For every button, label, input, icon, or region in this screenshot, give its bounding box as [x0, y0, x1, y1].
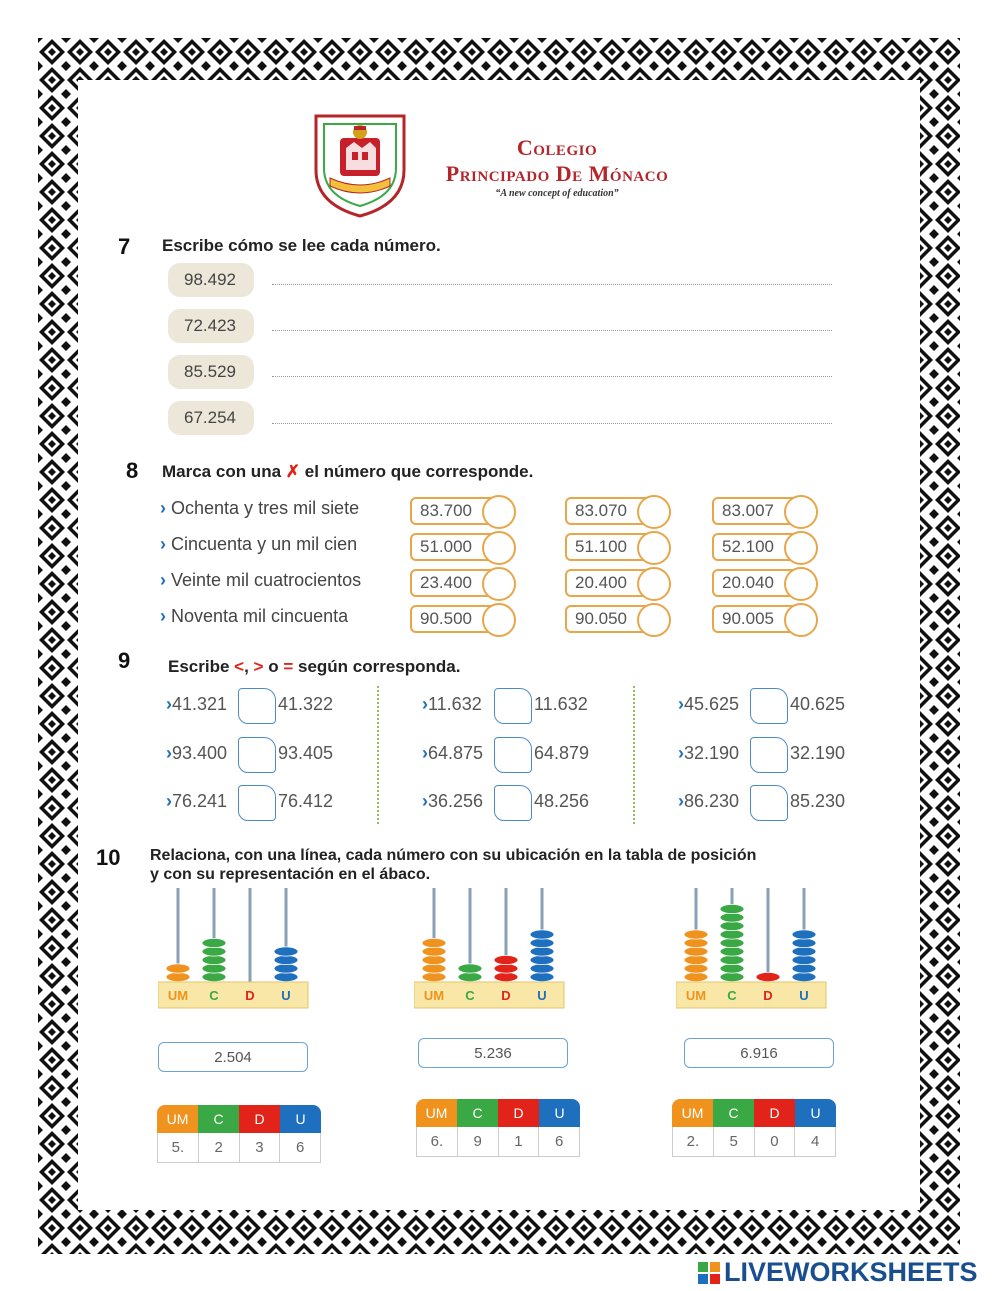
ex8-row-label-2 — [160, 534, 357, 555]
ex9-answer-box[interactable] — [750, 737, 788, 773]
abacus-label: UM — [685, 988, 707, 1003]
ex9-left-text: 11.632 — [428, 694, 482, 714]
position-table-values — [416, 1127, 580, 1157]
ex9-right-value: 76.412 — [278, 791, 334, 811]
school-name-line1: Colegio — [516, 135, 598, 160]
header-c: C — [457, 1099, 498, 1127]
ex9-right-value: 64.879 — [534, 743, 590, 763]
abacus-rod — [767, 888, 770, 984]
ex9-right-value: 93.405 — [278, 743, 334, 763]
exercise-8-number: 8 — [126, 458, 139, 483]
ex8-row-label-1 — [160, 498, 359, 519]
chevron-right-icon: › — [160, 534, 166, 554]
value-c: 5 — [714, 1127, 755, 1156]
ex8-option-circle[interactable] — [637, 567, 671, 601]
value-c: 2 — [199, 1133, 240, 1162]
ex8-option-circle[interactable] — [482, 495, 516, 529]
ex7-answer-line-3[interactable] — [272, 376, 832, 377]
abacus-bead — [720, 930, 744, 939]
ex8-row-label-4 — [160, 606, 348, 627]
school-name-line2: Principado De Mónaco — [445, 161, 669, 186]
abacus-bead — [684, 964, 708, 973]
abacus-bead — [530, 930, 554, 939]
abacus-2[interactable] — [414, 886, 566, 1012]
ex8-option-circle[interactable] — [784, 495, 818, 529]
liveworksheets-logo-icon — [698, 1262, 720, 1284]
ex7-number-tag-1: 98.492 — [168, 263, 254, 297]
ex9-left-value — [422, 743, 483, 764]
ex10-number-pill-1[interactable]: 2.504 — [158, 1042, 308, 1072]
abacus-bead — [166, 972, 190, 981]
chevron-right-icon: › — [166, 694, 172, 714]
exercise-10-title — [150, 846, 756, 884]
ex8-option-circle[interactable] — [784, 567, 818, 601]
ex10-title-line1: Relaciona, con una línea, cada número con su ubicación en la tabla de posición — [150, 847, 757, 864]
abacus-bead — [530, 955, 554, 964]
value-u: 4 — [795, 1127, 836, 1156]
chevron-right-icon: › — [166, 743, 172, 763]
abacus-label: C — [727, 988, 737, 1003]
ex8-option-circle[interactable] — [637, 603, 671, 637]
abacus-bead — [494, 955, 518, 964]
value-c: 9 — [458, 1127, 499, 1156]
ex9-title-part: según corresponda. — [293, 657, 461, 676]
header-d: D — [498, 1099, 539, 1127]
ex8-option[interactable] — [712, 497, 816, 525]
abacus-label: D — [501, 988, 511, 1003]
abacus-rod — [249, 888, 252, 984]
abacus-label: C — [209, 988, 219, 1003]
abacus-1[interactable] — [158, 886, 310, 1012]
abacus-bead — [494, 964, 518, 973]
value-u: 6 — [539, 1127, 580, 1156]
ex8-option[interactable] — [410, 569, 514, 597]
chevron-right-icon: › — [678, 791, 684, 811]
abacus-bead — [274, 955, 298, 964]
ex9-title-part: Escribe — [168, 657, 235, 676]
exercise-9-number: 9 — [118, 648, 131, 673]
chevron-right-icon: › — [160, 606, 166, 626]
liveworksheets-logo — [698, 1257, 978, 1288]
abacus-bead — [684, 930, 708, 939]
ex8-option-value: 23.400 — [420, 573, 472, 592]
abacus-bead — [720, 964, 744, 973]
ex7-number-tag-3: 85.529 — [168, 355, 254, 389]
ex8-option[interactable] — [410, 533, 514, 561]
ex8-option-value: 20.040 — [722, 573, 774, 592]
abacus-bead — [720, 972, 744, 981]
ex8-option[interactable] — [712, 605, 816, 633]
ex8-option-value: 90.005 — [722, 609, 774, 628]
header-d: D — [239, 1105, 280, 1133]
ex10-position-table-2[interactable] — [416, 1099, 580, 1157]
ex8-option-circle[interactable] — [482, 567, 516, 601]
ex8-row-label-3 — [160, 570, 361, 591]
ex9-left-value — [422, 694, 482, 715]
abacus-bead — [720, 904, 744, 913]
exercise-9-title — [168, 657, 460, 677]
ex8-row-text: Noventa mil cincuenta — [171, 606, 349, 626]
abacus-bead — [720, 913, 744, 922]
ex10-position-table-3[interactable] — [672, 1099, 836, 1157]
chevron-right-icon: › — [678, 743, 684, 763]
ex8-option-circle[interactable] — [784, 531, 818, 565]
ex9-answer-box[interactable] — [494, 737, 532, 773]
ex7-number-tag-4: 67.254 — [168, 401, 254, 435]
ex7-answer-line-1[interactable] — [272, 284, 832, 285]
ex9-left-text: 32.190 — [684, 743, 740, 763]
ex8-option[interactable] — [712, 533, 816, 561]
ex9-title-part: o — [263, 657, 284, 676]
ex9-left-text: 45.625 — [684, 694, 740, 714]
abacus-bead — [792, 930, 816, 939]
chevron-right-icon: › — [160, 570, 166, 590]
ex8-title-part: Marca con una — [162, 462, 286, 481]
ex8-row-text: Cincuenta y un mil cien — [171, 534, 358, 554]
school-name-block — [412, 135, 702, 199]
abacus-bead — [792, 972, 816, 981]
header-u: U — [795, 1099, 836, 1127]
abacus-label: D — [245, 988, 255, 1003]
abacus-label: D — [763, 988, 773, 1003]
ex9-title-symbol: = — [283, 657, 294, 676]
ex9-right-value: 40.625 — [790, 694, 846, 714]
header-u: U — [539, 1099, 580, 1127]
ex9-left-text: 36.256 — [428, 791, 484, 811]
position-table-values — [157, 1133, 321, 1163]
abacus-bead — [530, 938, 554, 947]
abacus-bead — [792, 947, 816, 956]
abacus-bead — [530, 947, 554, 956]
ex8-option[interactable] — [410, 497, 514, 525]
ex8-option-value: 52.100 — [722, 537, 774, 556]
abacus-bead — [792, 938, 816, 947]
chevron-right-icon: › — [678, 694, 684, 714]
ex9-title-part: , — [244, 657, 254, 676]
ex8-option-circle[interactable] — [637, 495, 671, 529]
abacus-bead — [422, 964, 446, 973]
value-um: 6. — [417, 1127, 458, 1156]
abacus-bead — [422, 955, 446, 964]
ex8-option[interactable] — [712, 569, 816, 597]
ex8-option[interactable] — [565, 605, 669, 633]
ex9-left-value — [166, 791, 227, 812]
abacus-bead — [274, 964, 298, 973]
ex9-left-value — [678, 743, 739, 764]
ex9-answer-box[interactable] — [494, 785, 532, 821]
ex10-title-line2: y con su representación en el ábaco. — [150, 866, 431, 883]
position-table-header — [157, 1105, 321, 1133]
abacus-label: U — [281, 988, 291, 1003]
header-um: UM — [416, 1099, 457, 1127]
abacus-label: U — [799, 988, 809, 1003]
abacus-label: UM — [423, 988, 445, 1003]
ex8-option-value: 90.500 — [420, 609, 472, 628]
ex9-left-text: 41.321 — [172, 694, 228, 714]
header-um: UM — [672, 1099, 713, 1127]
abacus-bead — [720, 921, 744, 930]
header-d: D — [754, 1099, 795, 1127]
ex8-option-circle[interactable] — [482, 531, 516, 565]
ex7-answer-line-2[interactable] — [272, 330, 832, 331]
ex9-left-value — [422, 791, 483, 812]
abacus-bead — [166, 964, 190, 973]
school-crest-icon — [310, 108, 410, 220]
ex9-right-value: 32.190 — [790, 743, 846, 763]
abacus-bead — [530, 972, 554, 981]
abacus-bead — [792, 955, 816, 964]
ex10-position-table-1[interactable] — [157, 1105, 321, 1163]
abacus-bead — [494, 972, 518, 981]
ex9-left-value — [166, 743, 227, 764]
ex8-option-value: 51.000 — [420, 537, 472, 556]
ex9-title-symbol: > — [253, 657, 264, 676]
ex8-option-value: 83.007 — [722, 501, 774, 520]
ex8-option[interactable] — [565, 497, 669, 525]
ex8-option-circle[interactable] — [482, 603, 516, 637]
chevron-right-icon: › — [160, 498, 166, 518]
ex9-answer-box[interactable] — [238, 785, 276, 821]
ex8-option-circle[interactable] — [637, 531, 671, 565]
ex8-row-text: Veinte mil cuatrocientos — [171, 570, 362, 590]
chevron-right-icon: › — [422, 791, 428, 811]
ex8-option-circle[interactable] — [784, 603, 818, 637]
abacus-bead — [458, 972, 482, 981]
value-um: 2. — [673, 1127, 714, 1156]
ex9-left-text: 64.875 — [428, 743, 484, 763]
ex9-left-value — [166, 694, 227, 715]
abacus-label: U — [537, 988, 547, 1003]
ex9-title-symbol: < — [234, 657, 245, 676]
value-u: 6 — [280, 1133, 321, 1162]
ex9-answer-box[interactable] — [238, 688, 276, 724]
header-um: UM — [157, 1105, 198, 1133]
abacus-bead — [202, 972, 226, 981]
position-table-values — [672, 1127, 836, 1157]
abacus-label: UM — [167, 988, 189, 1003]
abacus-bead — [202, 964, 226, 973]
ex7-number-tag-2: 72.423 — [168, 309, 254, 343]
school-tagline: “A new concept of education” — [495, 188, 619, 199]
ex8-option[interactable] — [565, 569, 669, 597]
ex8-option-value: 51.100 — [575, 537, 627, 556]
abacus-bead — [422, 938, 446, 947]
abacus-bead — [202, 955, 226, 964]
header-c: C — [198, 1105, 239, 1133]
abacus-bead — [756, 972, 780, 981]
abacus-bead — [792, 964, 816, 973]
abacus-bead — [684, 938, 708, 947]
position-table-header — [672, 1099, 836, 1127]
ex9-answer-box[interactable] — [494, 688, 532, 724]
chevron-right-icon: › — [422, 694, 428, 714]
ex9-left-text: 86.230 — [684, 791, 740, 811]
value-d: 1 — [499, 1127, 540, 1156]
abacus-bead — [274, 947, 298, 956]
exercise-10-number: 10 — [96, 845, 121, 870]
abacus-3[interactable] — [676, 886, 828, 1012]
ex9-right-value: 48.256 — [534, 791, 590, 811]
ex9-right-value: 11.632 — [534, 694, 588, 714]
abacus-bead — [458, 964, 482, 973]
abacus-bead — [530, 964, 554, 973]
ex9-left-value — [678, 791, 739, 812]
ex9-answer-box[interactable] — [238, 737, 276, 773]
ex10-number-pill-2[interactable]: 5.236 — [418, 1038, 568, 1068]
abacus-bead — [274, 972, 298, 981]
ex10-number-pill-3[interactable]: 6.916 — [684, 1038, 834, 1068]
chevron-right-icon: › — [422, 743, 428, 763]
value-d: 3 — [240, 1133, 281, 1162]
ex8-option-value: 83.700 — [420, 501, 472, 520]
ex8-option-value: 83.070 — [575, 501, 627, 520]
column-divider — [633, 686, 635, 824]
ex9-right-value: 41.322 — [278, 694, 334, 714]
abacus-bead — [684, 955, 708, 964]
abacus-bead — [422, 972, 446, 981]
ex9-left-value — [678, 694, 739, 715]
abacus-bead — [720, 947, 744, 956]
x-mark-icon: ✗ — [285, 462, 301, 481]
abacus-bead — [684, 972, 708, 981]
ex8-title-part: el número que corresponde. — [300, 462, 534, 481]
ex9-right-value: 85.230 — [790, 791, 846, 811]
ex8-option[interactable] — [565, 533, 669, 561]
position-table-header — [416, 1099, 580, 1127]
ex9-left-text: 76.241 — [172, 791, 228, 811]
chevron-right-icon: › — [166, 791, 172, 811]
ex9-answer-box[interactable] — [750, 688, 788, 724]
ex9-left-text: 93.400 — [172, 743, 228, 763]
ex7-answer-line-4[interactable] — [272, 423, 832, 424]
abacus-bead — [720, 938, 744, 947]
ex8-row-text: Ochenta y tres mil siete — [171, 498, 360, 518]
liveworksheets-brand-text: LIVEWORKSHEETS — [724, 1257, 978, 1287]
exercise-8-title — [162, 462, 533, 482]
abacus-bead — [202, 938, 226, 947]
abacus-label: C — [465, 988, 475, 1003]
ex8-option[interactable] — [410, 605, 514, 633]
abacus-bead — [720, 955, 744, 964]
abacus-bead — [422, 947, 446, 956]
ex8-option-value: 90.050 — [575, 609, 627, 628]
value-um: 5. — [158, 1133, 199, 1162]
abacus-bead — [684, 947, 708, 956]
header-u: U — [280, 1105, 321, 1133]
ex8-option-value: 20.400 — [575, 573, 627, 592]
ex9-answer-box[interactable] — [750, 785, 788, 821]
exercise-7-title: Escribe cómo se lee cada número. — [162, 236, 441, 255]
abacus-bead — [202, 947, 226, 956]
header-c: C — [713, 1099, 754, 1127]
column-divider — [377, 686, 379, 824]
exercise-7-number: 7 — [118, 234, 131, 259]
value-d: 0 — [755, 1127, 796, 1156]
